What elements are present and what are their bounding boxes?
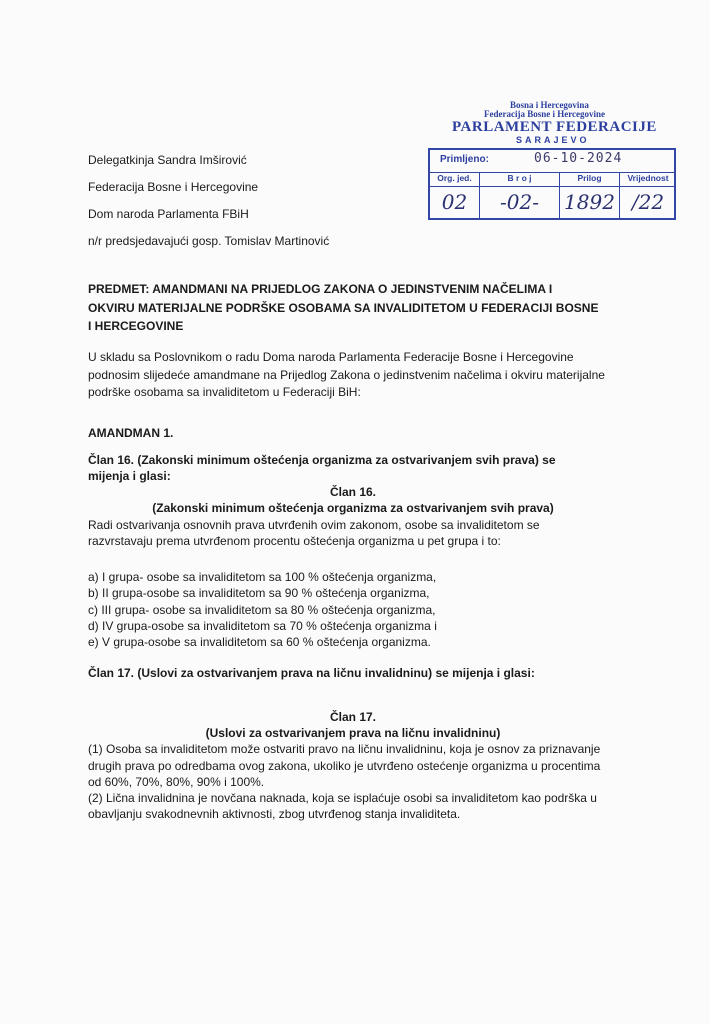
stamp-header-value: Vrijednost: [627, 173, 669, 183]
stamp-value-attachment: 1892: [560, 186, 620, 218]
art17-p2-line1: (2) Lična invalidnina je novčana naknada, koja se isplaćuje osobi sa invaliditetom kao podrška u: [88, 791, 597, 805]
art16-intro-2: mijenja i glasi:: [88, 469, 171, 483]
group-item: b) II grupa-osobe sa invaliditetom sa 90 % oštećenja organizma,: [88, 586, 430, 600]
art17-intro: Član 17. (Uslovi za ostvarivanjem prava na ličnu invalidninu) se mijenja i glasi:: [88, 666, 535, 680]
intro-line-1: U skladu sa Poslovnikom o radu Doma naroda Parlamenta Federacije Bosne i Hercegovine: [88, 350, 574, 364]
stamp-city: SARAJEVO: [516, 135, 590, 145]
art16-text-1: Radi ostvarivanja osnovnih prava utvrđenih ovim zakonom, osobe sa invaliditetom se: [88, 518, 540, 532]
art16-subtitle: (Zakonski minimum oštećenja organizma za ostvarivanjem svih prava): [152, 501, 554, 515]
group-item: a) I grupa- osobe sa invaliditetom sa 100 % oštećenja organizma,: [88, 570, 437, 584]
group-item: e) V grupa-osobe sa invaliditetom sa 60 % oštećenja organizma.: [88, 635, 431, 649]
address-sender: Delegatkinja Sandra Imširović: [88, 153, 247, 167]
stamp-federation: Federacija Bosne i Hercegovine: [484, 109, 606, 119]
address-house: Dom naroda Parlamenta FBiH: [88, 207, 249, 221]
art17-p1-line1: (1) Osoba sa invaliditetom može ostvariti pravo na ličnu invalidninu, koja je osnov za priznavanje: [88, 742, 601, 756]
stamp-received-date: 06-10-2024: [534, 151, 623, 166]
art17-subtitle: (Uslovi za ostvarivanjem prava na ličnu invalidninu): [205, 726, 501, 740]
art16-intro-1: Član 16. (Zakonski minimum oštećenja organizma za ostvarivanjem svih prava) se: [88, 453, 556, 467]
stamp-value-number: -02-: [480, 186, 560, 218]
art16-text-2: razvrstavaju prema utvrđenom procentu oštećenja organizma u pet grupa i to:: [88, 534, 501, 548]
art17-p1-line2: drugih prava po odredbama ovog zakona, ukoliko je utvrđeno ostećenje organizma u procentima: [88, 759, 601, 773]
stamp-received-label: Primljeno:: [440, 154, 489, 165]
stamp-header-attachment: Prilog: [560, 172, 620, 186]
amendment-heading: AMANDMAN 1.: [88, 426, 174, 440]
art17-p1-line3: od 60%, 70%, 80%, 90% i 100%.: [88, 775, 265, 789]
address-recipient: n/r predsjedavajući gosp. Tomislav Martinović: [88, 234, 330, 248]
group-item: c) III grupa- osobe sa invaliditetom sa 80 % oštećenja organizma,: [88, 603, 436, 617]
stamp-title: PARLAMENT FEDERACIJE: [452, 119, 657, 135]
stamp-value-org: 02: [430, 186, 480, 218]
subject-line-2: OKVIRU MATERIJALNE PODRŠKE OSOBAMA SA INVALIDITETOM U FEDERACIJI BOSNE: [88, 301, 599, 315]
subject-line-1: PREDMET: AMANDMANI NA PRIJEDLOG ZAKONA O JEDINSTVENIM NAČELIMA I: [88, 282, 553, 296]
art17-title: Član 17.: [329, 710, 377, 724]
art17-p2-line2: obavljanju svakodnevnih aktivnosti, zbog utvrđenog stanja invaliditeta.: [88, 807, 461, 821]
art16-title: Član 16.: [329, 485, 377, 499]
subject-line-3: I HERCEGOVINE: [88, 319, 184, 333]
stamp-registry-box: [428, 148, 676, 220]
intro-line-2: podnosim slijedeće amandmane na Prijedlog Zakona o jedinstvenim načelima i okviru materijalne: [88, 368, 605, 382]
address-federation: Federacija Bosne i Hercegovine: [88, 180, 259, 194]
intro-line-3: podrške osobama sa invaliditetom u Federaciji BiH:: [88, 385, 361, 399]
group-item: d) IV grupa-osobe sa invaliditetom sa 70 % oštećenja organizma i: [88, 619, 437, 633]
stamp-value-value: /22: [631, 190, 665, 214]
stamp-header-org: Org. jed.: [430, 172, 480, 186]
stamp-country: Bosna i Hercegovina: [510, 100, 589, 110]
stamp-header-number: B r o j: [480, 172, 560, 186]
